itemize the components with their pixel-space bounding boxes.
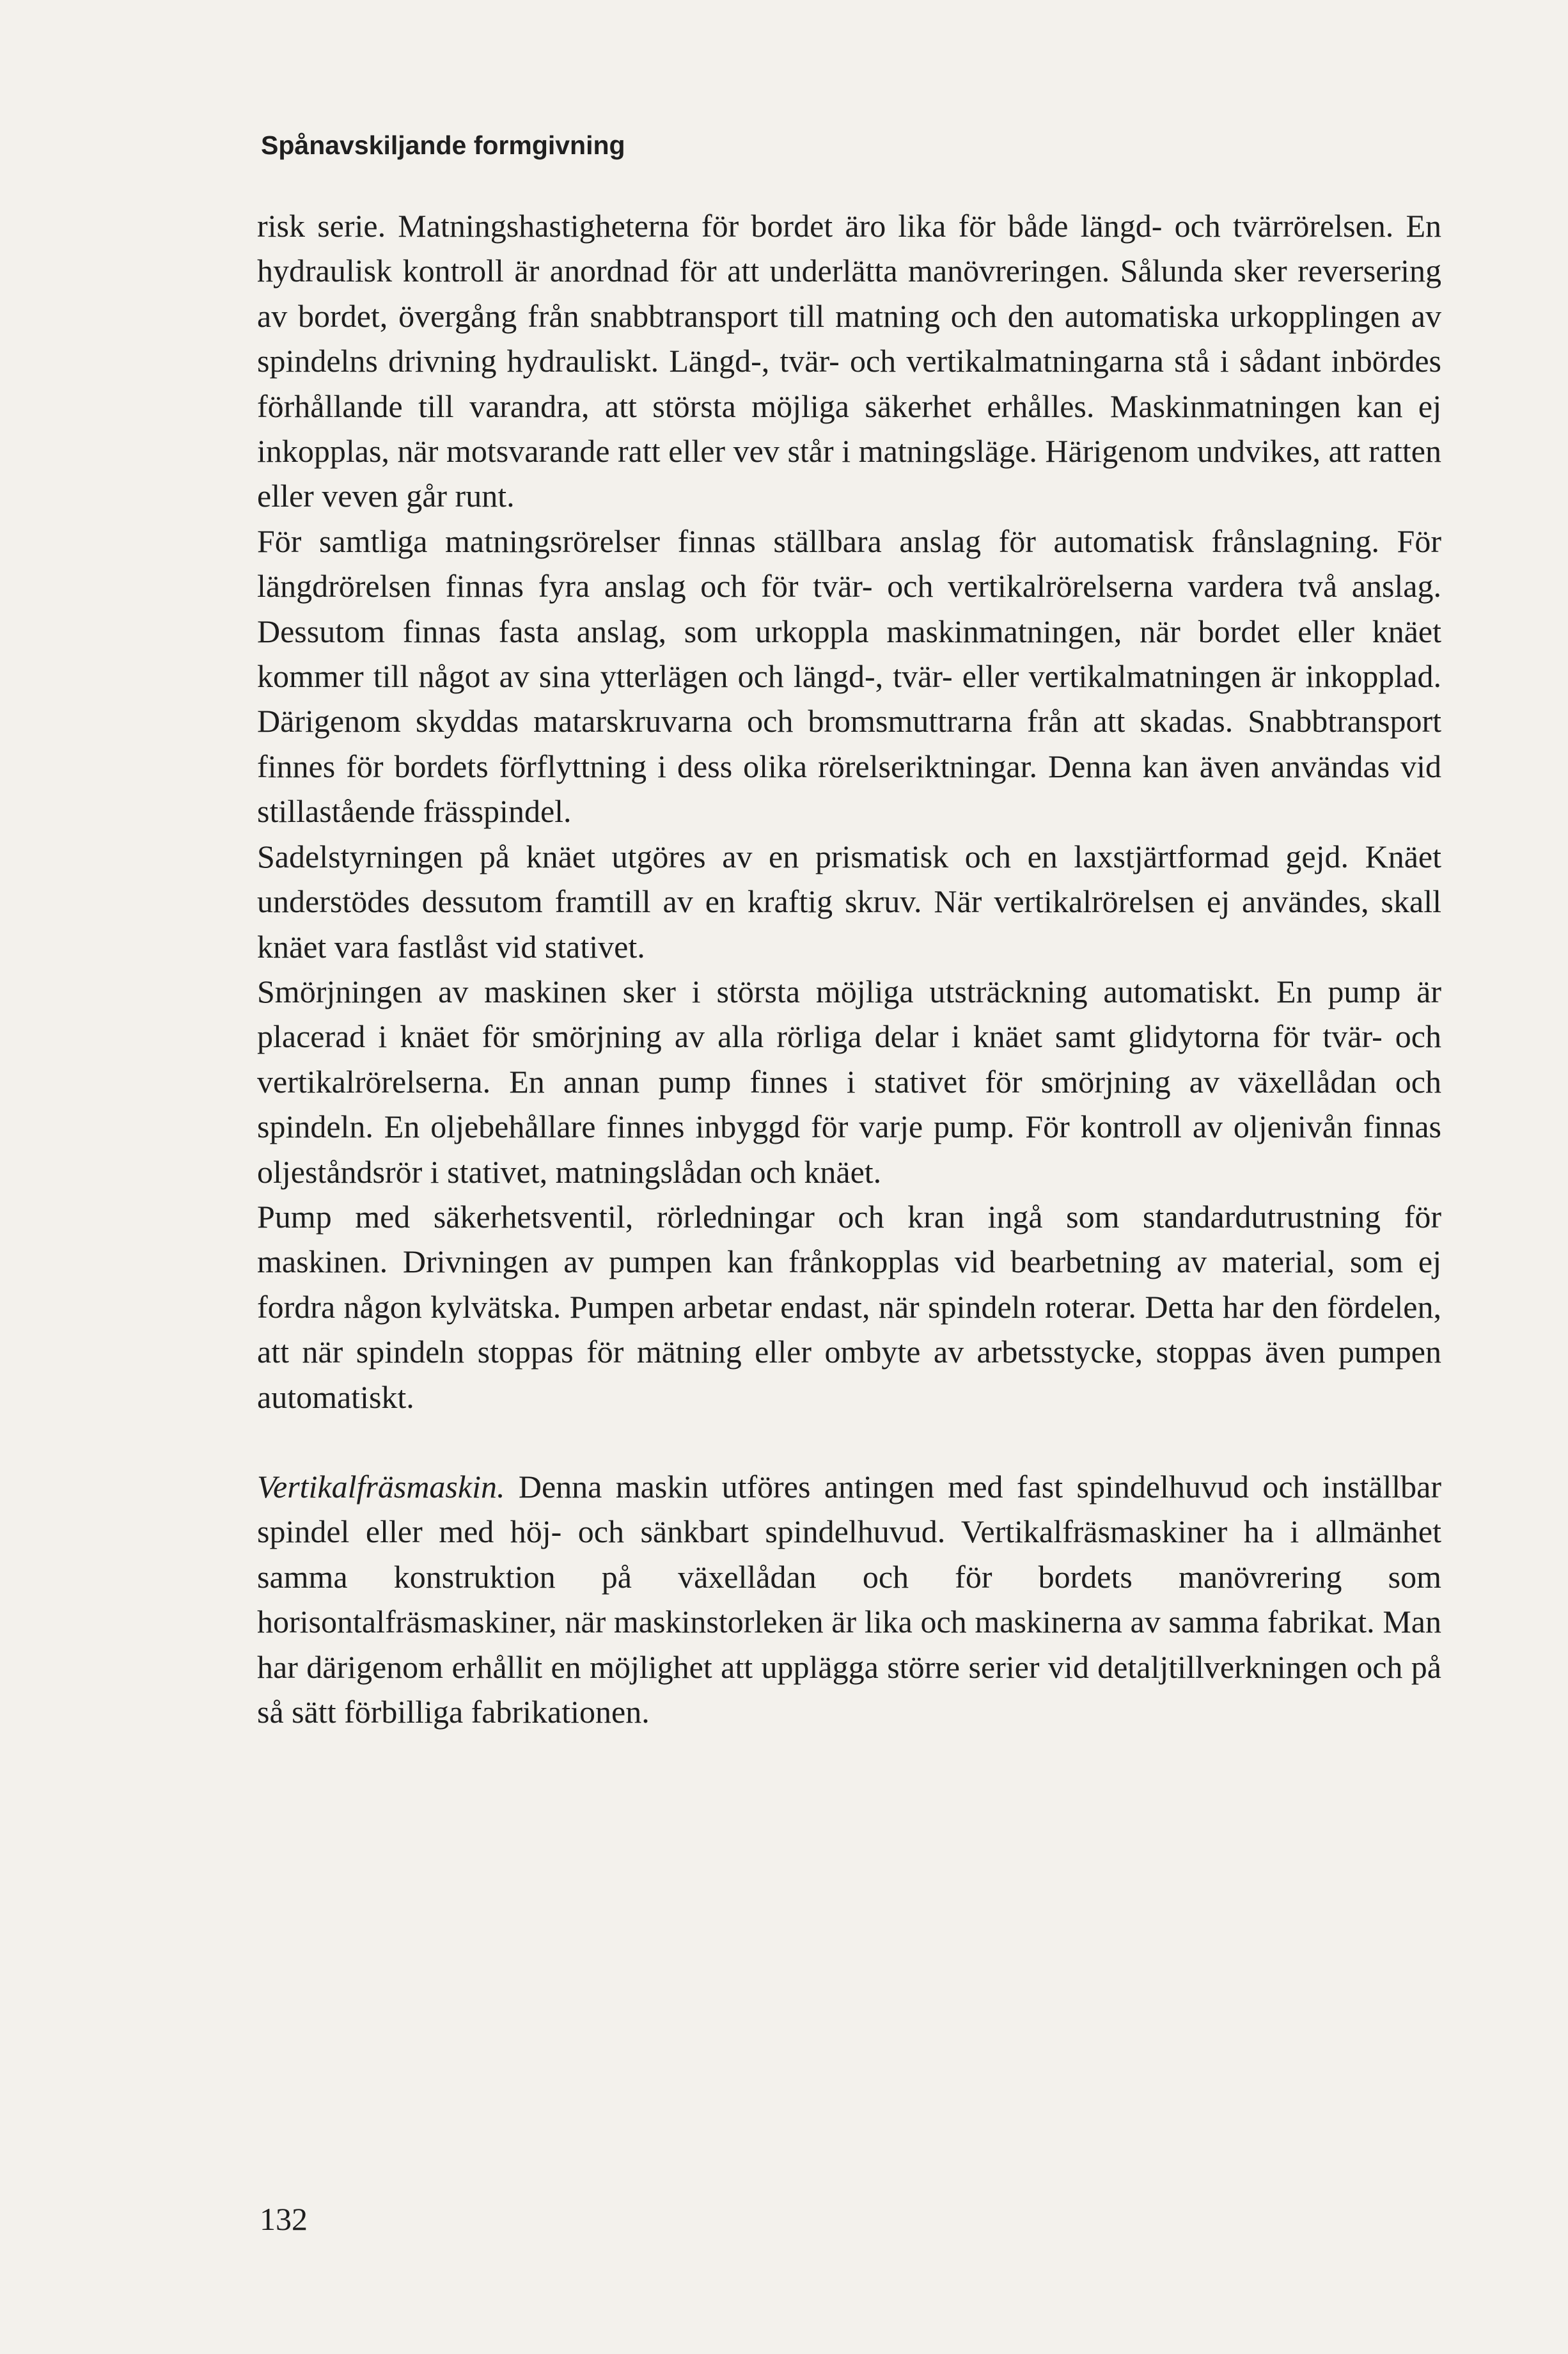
paragraph: risk serie. Matningshastigheterna för bordet äro lika för både längd- och tvärrörelsen. En hydraulisk kontroll är anordnad för att underlätta manövreringen. Sålunda sker reversering av bordet, övergång från snabbtransport till matning och den automatiska urkopplingen av spindelns drivning hydrauliskt. Längd-, tvär- och vertikalmatningarna stå i sådant inbördes förhållande till varandra, att största möjliga säkerhet erhålles. Maskinmatningen kan ej inkopplas, när motsvarande ratt eller vev står i matningsläge. Härigenom undvikes, att ratten eller veven går runt. xyxy=(257,208,1441,514)
section-text: Denna maskin utföres antingen med fast spindelhuvud och inställbar spindel eller med höj- och sänkbart spindelhuvud. Vertikalfräsmaskiner ha i allmänhet samma konstruktion på växellådan och för bordets manövrering som horisontalfräsmaskiner, när maskinstorleken är lika och maskinerna av samma fabrikat. Man har därigenom erhållit en möjlighet att upplägga större serier vid detaljtillverkningen och på så sätt förbilliga fabrikationen. xyxy=(257,1468,1441,1730)
paragraph: Pump med säkerhetsventil, rörledningar och kran ingå som standardutrustning för maskinen. Drivningen av pumpen kan frånkopplas vid bearbetning av material, som ej fordra någon kylvätska. Pumpen arbetar endast, när spindeln roterar. Detta har den fördelen, att när spindeln stoppas för mätning eller ombyte av arbetsstycke, stoppas även pumpen automatiskt. xyxy=(257,1198,1441,1415)
body-text xyxy=(257,203,1441,1734)
paragraph: För samtliga matningsrörelser finnas ställbara anslag för automatisk frånslagning. För längdrörelsen finnas fyra anslag och för tvär- och vertikalrörelserna vardera två anslag. Dessutom finnas fasta anslag, som urkoppla maskinmatningen, när bordet eller knäet kommer till något av sina ytterlägen och längd-, tvär- eller vertikalmatningen är inkopplad. Därigenom skyddas matarskruvarna och bromsmuttrarna från att skadas. Snabbtransport finnes för bordets förflyttning i dess olika rörelseriktningar. Denna kan även användas vid stillastående frässpindel. xyxy=(257,523,1441,830)
section-paragraph xyxy=(257,1464,1441,1734)
page-number: 132 xyxy=(260,2201,308,2237)
paragraph: Smörjningen av maskinen sker i största möjliga utsträckning automatiskt. En pump är placerad i knäet för smörjning av alla rörliga delar i knäet samt glidytorna för tvär- och vertikalrörelserna. En annan pump finnes i stativet för smörjning av växellådan och spindeln. En oljebehållare finnes inbyggd för varje pump. För kontroll av oljenivån finnas oljeståndsrör i stativet, matningslådan och knäet. xyxy=(257,973,1441,1190)
paragraph: Sadelstyrningen på knäet utgöres av en prismatisk och en laxstjärtformad gejd. Knäet understödes dessutom framtill av en kraftig skruv. När vertikalrörelsen ej användes, skall knäet vara fastlåst vid stativet. xyxy=(257,838,1441,965)
running-header: Spånavskiljande formgivning xyxy=(261,130,625,160)
section-term: Vertikalfräsmaskin. xyxy=(257,1468,505,1505)
